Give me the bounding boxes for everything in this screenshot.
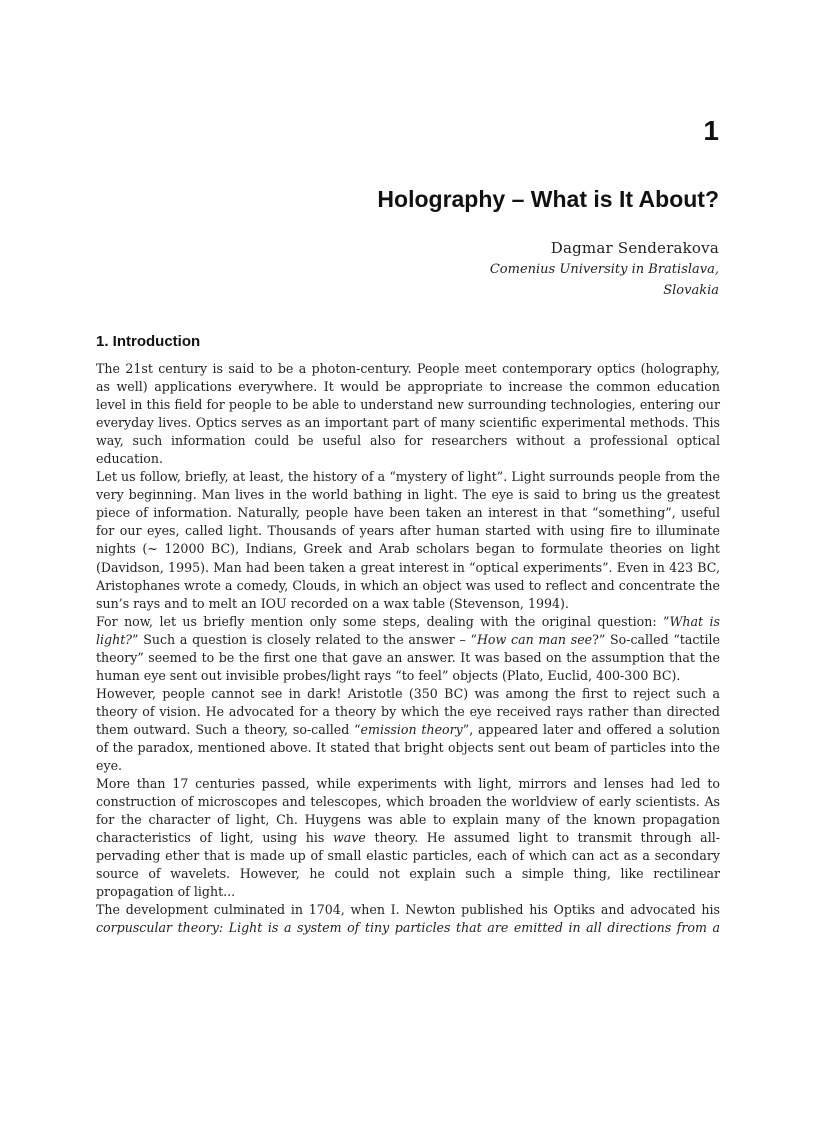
paragraph-text: theory. He assumed light to transmit through all-pervading ether that is made up of small elastic particles, each of which can act as a secondary source of wavelets. However, he could not explain such a simple thing, like rectilinear propagation of light... xyxy=(96,830,721,900)
paragraph-text: The 21st century is said to be a photon-century. People meet contemporary optics (holography, as well) applications everywhere. It would be appropriate to increase the common education level in this field for people to be able to understand new surrounding technologies, entering our everyday lives. Optics serves as an important part of many scientific experimental methods. This way, such information could be useful also for researchers without a professional optical education. xyxy=(96,361,720,467)
paragraph-text: Let us follow, briefly, at least, the history of a “mystery of light”. Light surrounds people from the very beginning. Man lives in the world bathing in light. The eye is said to bring us the greatest piece of information. Naturally, people have been taken an interest in that “something”, useful for our eyes, called light. Thousands of years after human started with using fire to illuminate nights (~ 12000 BC), Indians, Greek and Arab scholars began to formulate theories on light (Davidson, 1995). Man had been taken a great interest in “optical experiments”. Even in 423 BC, Aristophanes wrote a comedy, Clouds, in which an object was used to reflect and concentrate the sun’s rays and to melt an IOU recorded on a wax table (Stevenson, 1994). xyxy=(96,469,720,611)
body-text xyxy=(96,360,720,938)
paragraph xyxy=(96,775,720,901)
paragraph-text: More than 17 centuries passed, while experiments with light, mirrors and lenses had led to construction of microscopes and telescopes, which broaden the worldview of early scientists. As for the character of light, Ch. Huygens was able to explain many of the known propagation characteristics of light, using his xyxy=(96,776,720,846)
paragraph xyxy=(96,468,720,612)
italic-term: emission theory xyxy=(360,721,463,737)
author-name: Dagmar Senderakova xyxy=(550,239,719,257)
affiliation-country: Slovakia xyxy=(663,283,719,298)
paragraph-text: ” Such a question is closely related to the answer – “ xyxy=(132,631,477,647)
paragraph xyxy=(96,685,720,775)
italic-definition: corpuscular theory: Light is a system of tiny particles that are emitted in all directions from a xyxy=(96,920,720,936)
paragraph xyxy=(96,613,720,685)
author-block xyxy=(490,238,719,301)
paragraph-text: ”, appeared later and offered a solution of the paradox, mentioned above. It stated that bright objects sent out beam of particles into the eye. xyxy=(96,721,720,774)
paragraph-text: However, people cannot see in dark! Aristotle (350 BC) was among the first to reject such a theory of vision. He advocated for a theory by which the eye received rays rather than directed them outward. Such a theory, so-called “ xyxy=(96,685,720,737)
section-heading: 1. Introduction xyxy=(96,333,201,350)
italic-phrase: What is light? xyxy=(96,613,720,647)
italic-term: wave xyxy=(332,830,366,846)
paragraph-text: ?” So-called “tactile theory” seemed to be the first one that gave an answer. It was based on the assumption that the human eye sent out invisible probes/light rays “to feel” objects (Plato, Euclid, 400-300 BC). xyxy=(96,631,720,683)
paragraph-text: For now, let us briefly mention only some steps, dealing with the original question: ” xyxy=(96,613,670,629)
italic-phrase: How can man see xyxy=(476,631,593,647)
chapter-number: 1 xyxy=(703,115,719,146)
paragraph-text: The development culminated in 1704, when I. Newton published his Optiks and advocated his xyxy=(96,902,720,918)
paragraph xyxy=(96,901,720,937)
paragraph xyxy=(96,360,720,468)
chapter-title: Holography – What is It About? xyxy=(377,186,719,212)
affiliation-line: Comenius University in Bratislava, xyxy=(489,262,719,277)
